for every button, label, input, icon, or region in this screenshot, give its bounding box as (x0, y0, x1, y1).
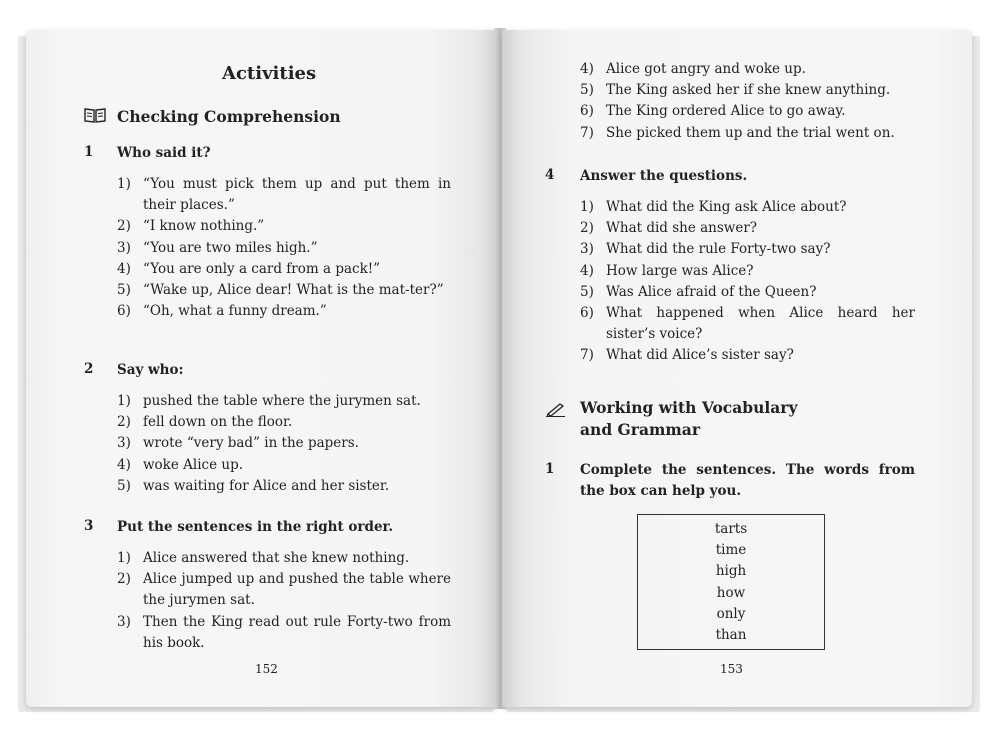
section-heading-line: Working with Vocabulary (580, 398, 798, 417)
item-number: 2) (117, 218, 131, 235)
item-text: “You are two miles high.” (143, 239, 318, 256)
list-item (117, 612, 451, 654)
open-book-icon (84, 107, 106, 127)
page-title: Activities (222, 63, 317, 84)
exercise-number: 1 (545, 461, 555, 477)
item-text: woke Alice up. (143, 456, 243, 473)
section-heading: Checking Comprehension (117, 107, 341, 126)
list-item (117, 280, 451, 301)
item-number: 4) (580, 262, 594, 279)
exercise-list (117, 548, 451, 654)
list-item (580, 197, 915, 218)
exercise-number: 1 (84, 144, 94, 160)
item-text: fell down on the floor. (143, 414, 293, 431)
item-text: “You are only a card from a pack!” (143, 260, 381, 277)
list-item (580, 261, 915, 282)
item-number: 4) (580, 61, 594, 77)
item-number: 2) (580, 220, 594, 237)
word-box-item: only (716, 605, 746, 622)
page-number: 153 (720, 662, 743, 676)
item-text: “You must pick them up and put them in their places.” (143, 176, 451, 214)
exercise-list (117, 174, 451, 322)
item-number: 4) (117, 260, 131, 277)
item-text: “I know nothing.” (143, 218, 265, 235)
item-number: 6) (580, 305, 594, 322)
item-text: Alice answered that she knew nothing. (143, 550, 410, 566)
list-item (117, 476, 457, 497)
exercise-number: 3 (84, 518, 94, 534)
item-text: What did the King ask Alice about? (606, 199, 847, 215)
item-text: Then the King read out rule Forty-two from his book. (143, 613, 451, 651)
list-item (580, 123, 925, 144)
page-number: 152 (255, 662, 278, 676)
list-item (117, 391, 457, 412)
list-item (117, 259, 451, 280)
word-box-item: high (715, 563, 747, 580)
list-item (580, 239, 915, 260)
item-text: What did she answer? (606, 220, 758, 237)
word-box (637, 514, 825, 650)
item-number: 3) (580, 241, 594, 258)
section-heading (580, 397, 797, 441)
list-item (580, 101, 925, 122)
list-item (117, 216, 451, 237)
list-item (117, 412, 457, 433)
section-heading-line: and Grammar (580, 420, 701, 439)
exercise-prompt: Who said it? (117, 145, 211, 161)
item-number: 5) (580, 283, 594, 300)
item-number: 7) (580, 347, 594, 364)
list-item (580, 303, 915, 345)
right-page (502, 30, 972, 707)
item-number: 7) (580, 124, 594, 141)
item-text: How large was Alice? (606, 262, 754, 279)
item-number: 1) (580, 199, 594, 215)
item-text: Was Alice afraid of the Queen? (606, 283, 817, 300)
list-item (580, 345, 915, 366)
item-number: 1) (117, 393, 131, 409)
item-text: pushed the table where the jurymen sat. (143, 393, 421, 409)
item-number: 3) (117, 435, 131, 452)
item-text: was waiting for Alice and her sister. (143, 477, 390, 494)
item-number: 4) (117, 456, 131, 473)
word-box-item: how (716, 584, 746, 601)
list-item (580, 282, 915, 303)
list-item (117, 301, 451, 322)
exercise-list (580, 59, 925, 144)
item-text: What did the rule Forty-two say? (606, 241, 831, 258)
item-number: 6) (117, 303, 131, 320)
item-text: What happened when Alice heard her sister’s voice? (606, 305, 915, 343)
exercise-prompt: Complete the sentences. The words from the box can help you. (580, 462, 915, 499)
item-text: wrote “very bad” in the papers. (143, 435, 359, 452)
list-item (580, 59, 925, 80)
left-page (26, 30, 498, 707)
exercise-list (580, 197, 915, 367)
word-box-item: time (715, 542, 747, 559)
word-box-item: than (715, 627, 747, 644)
item-number: 1) (117, 550, 131, 566)
exercise-prompt: Say who: (117, 362, 184, 378)
item-number: 3) (117, 613, 131, 630)
exercise-prompt: Answer the questions. (580, 168, 748, 184)
item-number: 5) (117, 282, 131, 299)
list-item (117, 433, 457, 454)
item-number: 1) (117, 176, 131, 192)
item-text: She picked them up and the trial went on. (606, 124, 895, 141)
list-item (580, 218, 915, 239)
item-text: Alice jumped up and pushed the table where the jurymen sat. (143, 571, 451, 609)
list-item (117, 548, 451, 569)
list-item (117, 569, 451, 611)
item-text: “Wake up, Alice dear! What is the mat-ter?” (143, 282, 444, 299)
item-text: The King ordered Alice to go away. (606, 103, 846, 120)
list-item (117, 238, 451, 259)
item-number: 5) (117, 477, 131, 494)
item-number: 2) (117, 571, 131, 588)
exercise-number: 2 (84, 361, 94, 377)
item-text: What did Alice’s sister say? (606, 347, 794, 364)
list-item (117, 174, 451, 216)
item-number: 3) (117, 239, 131, 256)
item-text: “Oh, what a funny dream.” (143, 303, 327, 320)
word-box-item: tarts (714, 521, 748, 537)
item-number: 6) (580, 103, 594, 120)
list-item (117, 455, 457, 476)
exercise-list (117, 391, 457, 497)
exercise-number: 4 (545, 167, 555, 183)
list-item (580, 80, 925, 101)
item-number: 5) (580, 82, 594, 99)
exercise-prompt: Put the sentences in the right order. (117, 519, 394, 535)
item-text: The King asked her if she knew anything. (606, 82, 891, 99)
pencil-icon (546, 401, 566, 421)
item-number: 2) (117, 414, 131, 431)
item-text: Alice got angry and woke up. (606, 61, 806, 77)
